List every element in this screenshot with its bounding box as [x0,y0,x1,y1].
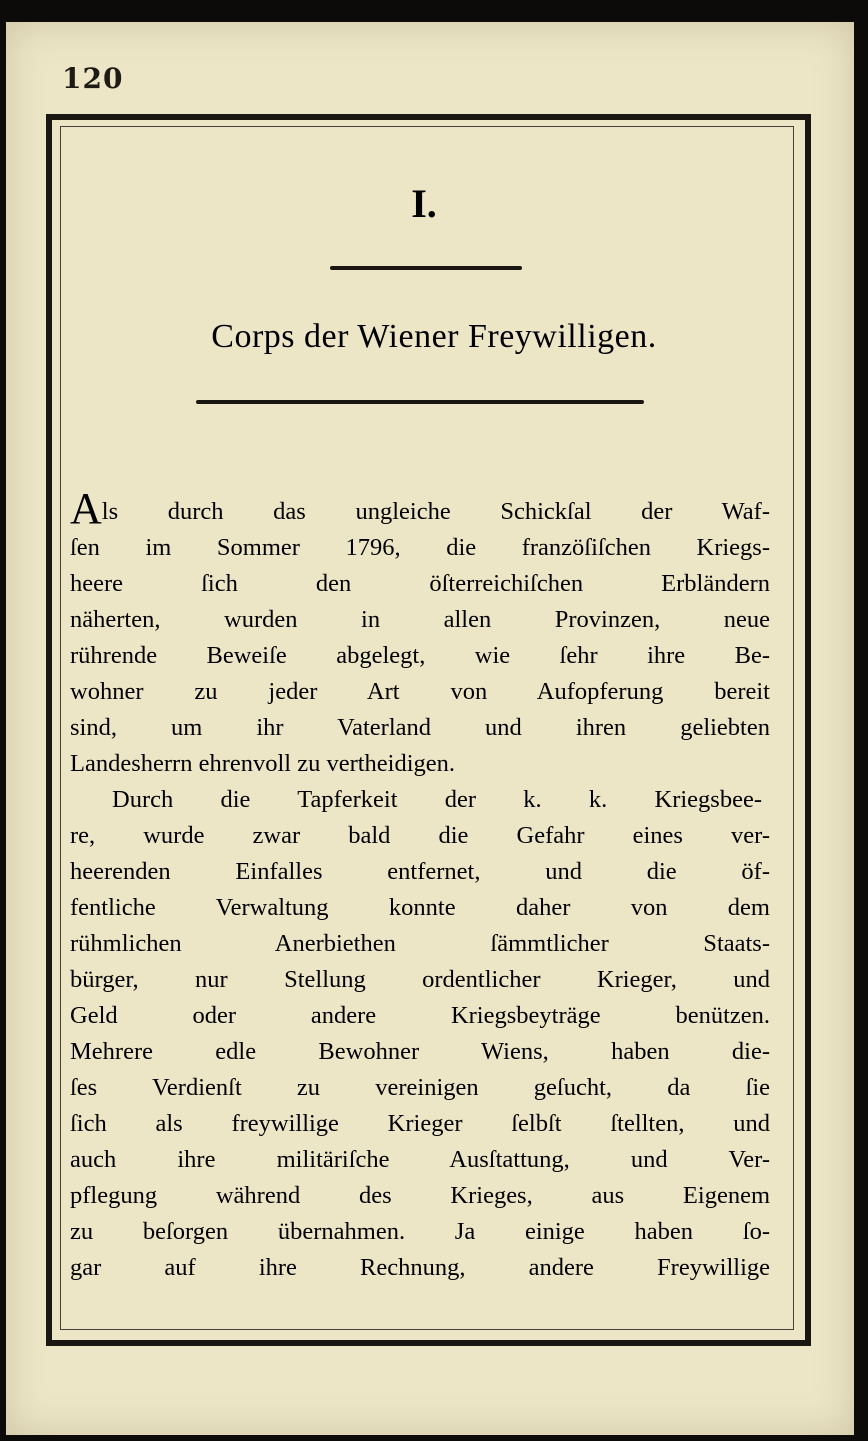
text-line: rührende Beweiſe abgelegt, wie ſehr ihre Be- [70,642,770,669]
divider-long [196,400,644,404]
text-line: fentliche Verwaltung konnte daher von dem [70,894,770,921]
text-line: pflegung während des Krieges, aus Eigenem [70,1182,770,1209]
text-line: ſich als freywillige Krieger ſelbſt ſtellten, und [70,1110,770,1137]
text-line: auch ihre militäriſche Ausſtattung, und Ver- [70,1146,770,1173]
text-line: bürger, nur Stellung ordentlicher Krieger, und [70,966,770,993]
text-line: Mehrere edle Bewohner Wiens, haben die- [70,1038,770,1065]
text-line [70,484,770,533]
text-line: näherten, wurden in allen Provinzen, neue [70,606,770,633]
text-line: heere ſich den öſterreichiſchen Erbländern [70,570,770,597]
text-line: Landesherrn ehrenvoll zu vertheidigen. [70,750,456,777]
first-line-text: ls durch das ungleiche Schickſal der Waf- [101,498,770,525]
text-line: ſes Verdienſt zu vereinigen geſucht, da ſie [70,1074,770,1101]
text-line: zu beſorgen übernahmen. Ja einige haben ſo- [70,1218,770,1245]
text-line: rühmlichen Anerbiethen ſämmtlicher Staats- [70,930,770,957]
text-line: Geld oder andere Kriegsbeyträge benützen. [70,1002,770,1029]
paragraph-start-line: Durch die Tapferkeit der k. k. Kriegsbee- [112,786,762,813]
drop-cap: A [70,484,102,533]
text-line: heerenden Einfalles entfernet, und die öf- [70,858,770,885]
chapter-numeral: I. [411,181,437,226]
text-line: sind, um ihr Vaterland und ihren geliebten [70,714,770,741]
divider-short [330,266,522,270]
text-line: wohner zu jeder Art von Aufopferung bereit [70,678,770,705]
text-line: re, wurde zwar bald die Gefahr eines ver- [70,822,770,849]
page-number: 120 [62,62,124,95]
text-line: ſen im Sommer 1796, die franzöſiſchen Kriegs- [70,534,770,561]
text-line: gar auf ihre Rechnung, andere Freywillige [70,1254,770,1281]
chapter-title: Corps der Wiener Freywilligen. [211,318,657,355]
